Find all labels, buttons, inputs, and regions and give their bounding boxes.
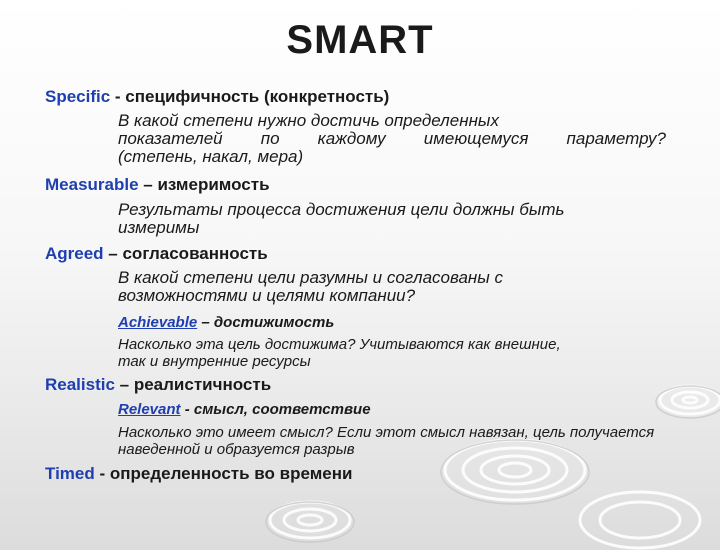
desc-measurable: Результаты процесса достижения цели должны быть измеримы bbox=[118, 200, 565, 237]
desc-relevant: Насколько это имеет смысл? Если этот смысл навязан, цель получается наведенной и образуется разрыв bbox=[118, 424, 655, 458]
term-relevant: Relevant bbox=[118, 401, 181, 418]
term-agreed-meaning: – согласованность bbox=[103, 244, 268, 263]
desc-achievable: Насколько эта цель достижима? Учитываются как внешние, так и внутренние ресурсы bbox=[118, 336, 561, 370]
item-specific bbox=[45, 87, 389, 107]
desc-specific-line1: В какой степени нужно достичь определенных bbox=[118, 111, 499, 130]
desc-agreed: В какой степени цели разумны и согласованы с возможностями и целями компании? bbox=[118, 268, 504, 305]
term-realistic-meaning: – реалистичность bbox=[114, 375, 272, 394]
term-achievable-meaning: – достижимость bbox=[197, 314, 335, 331]
term-specific: Specific bbox=[45, 87, 111, 106]
item-timed bbox=[45, 464, 352, 484]
sub-achievable bbox=[118, 314, 334, 331]
item-measurable bbox=[45, 175, 270, 195]
term-measurable: Measurable bbox=[45, 175, 139, 194]
desc-specific bbox=[118, 112, 666, 166]
term-measurable-meaning: – измеримость bbox=[138, 175, 270, 194]
term-timed: Timed bbox=[45, 464, 95, 483]
item-realistic bbox=[45, 375, 271, 395]
term-agreed: Agreed bbox=[45, 244, 104, 263]
term-relevant-meaning: - смысл, соответствие bbox=[180, 401, 371, 418]
item-agreed bbox=[45, 244, 268, 264]
desc-specific-line2: показателей по каждому имеющемуся параметру? bbox=[118, 129, 666, 148]
term-specific-meaning: - специфичность (конкретность) bbox=[110, 87, 390, 106]
term-realistic: Realistic bbox=[45, 375, 115, 394]
term-achievable: Achievable bbox=[118, 314, 198, 331]
slide-title: SMART bbox=[286, 18, 434, 62]
term-timed-meaning: - определенность во времени bbox=[94, 464, 353, 483]
sub-relevant bbox=[118, 401, 371, 418]
desc-specific-line3: (степень, накал, мера) bbox=[118, 147, 304, 166]
